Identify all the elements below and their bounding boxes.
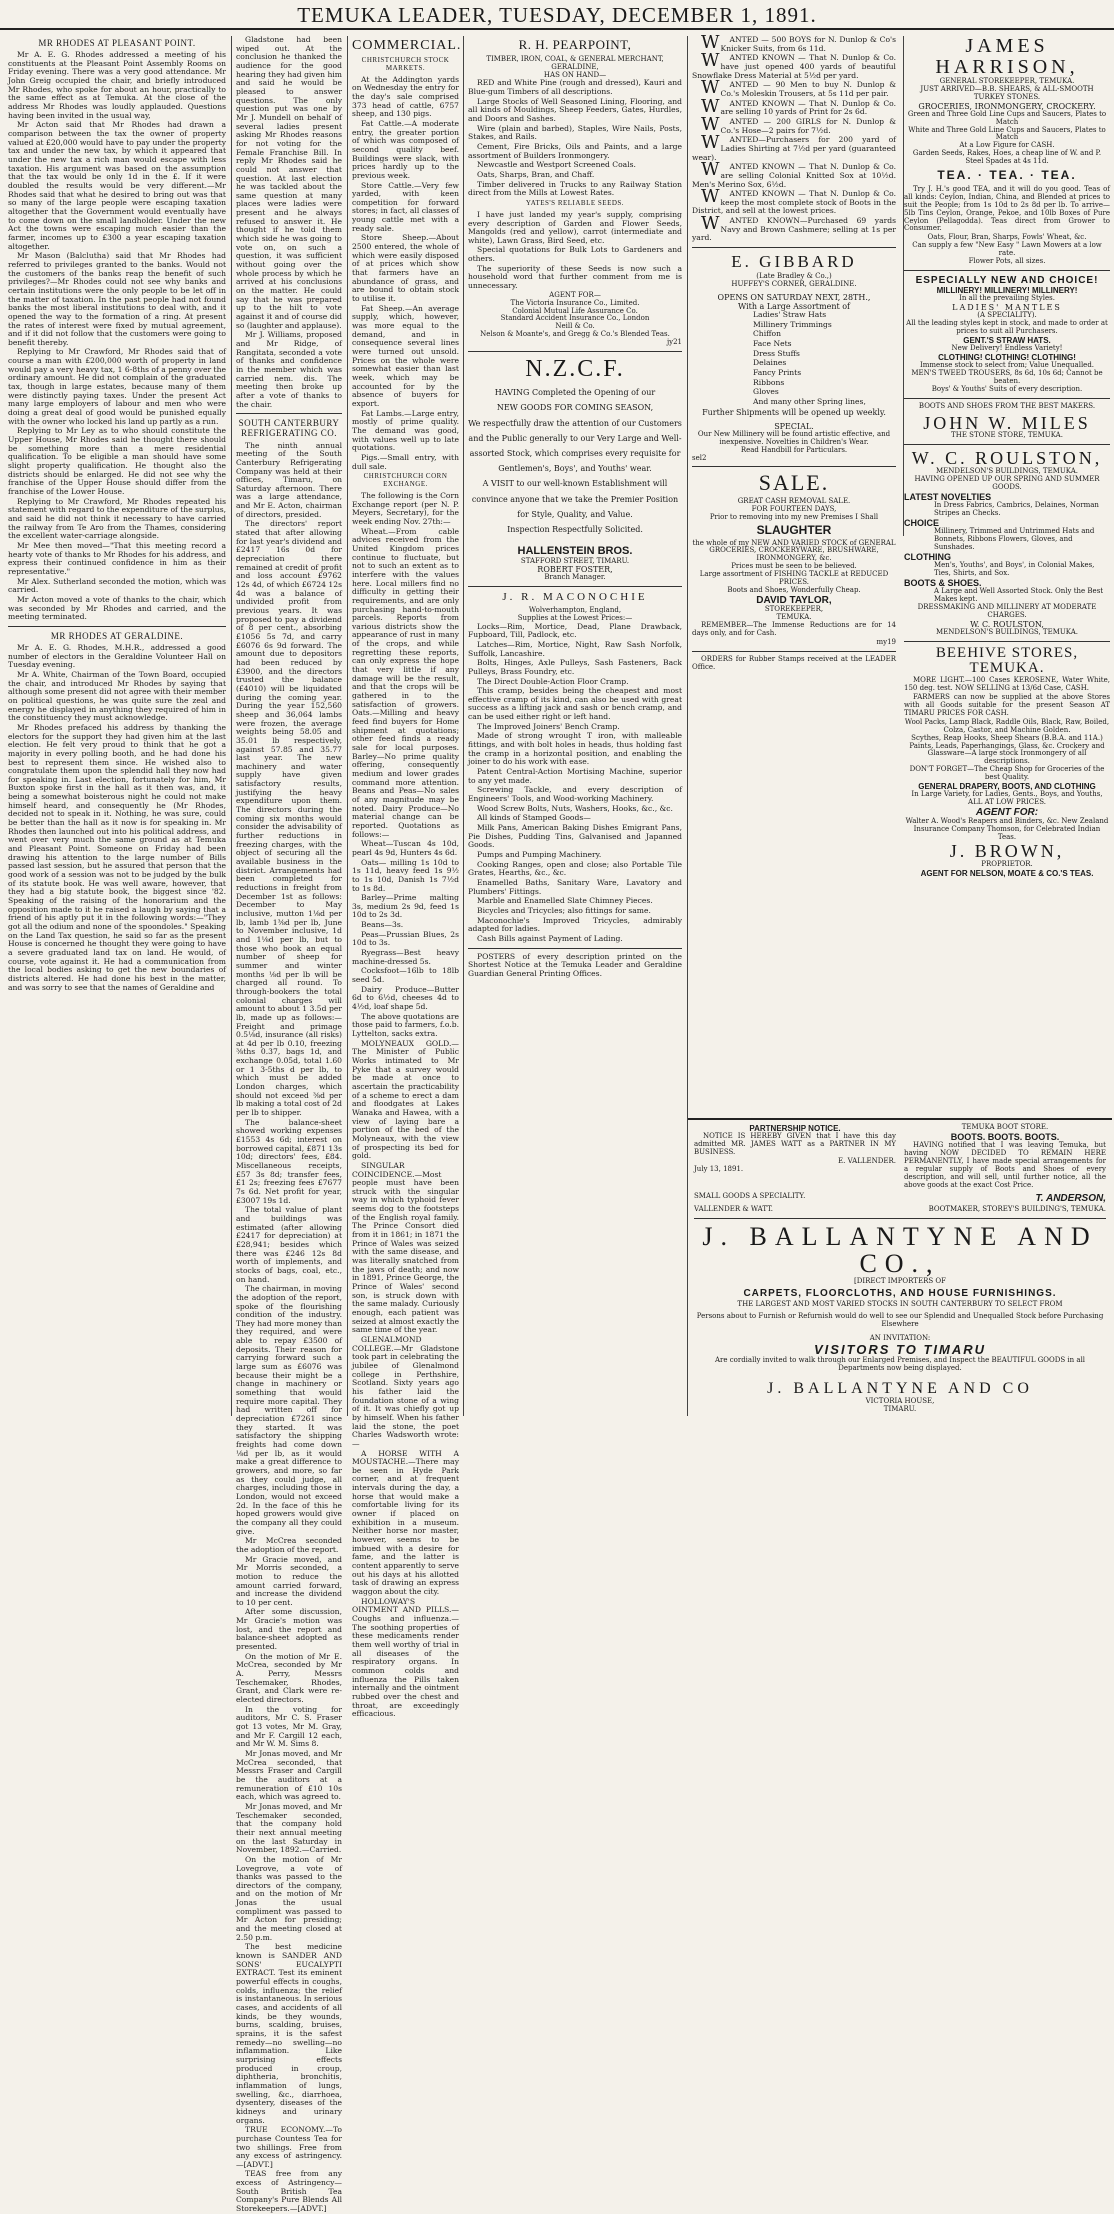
divider: [692, 247, 896, 248]
ad-text: MORE LIGHT.—100 Cases KEROSENE, Water White, 150 deg. test. NOW SELLING at 13/6d Case, CASH.: [904, 676, 1110, 692]
ad-title: R. H. PEARPOINT,: [518, 37, 632, 52]
paragraph: Replying to Mr Crawford, Mr Rhodes repeated his statement with regard to the expenditure of the surplus, and said he did not think it necessary to have carried the railway from Te Aro from the Thames, considering the excellent water-carriage alongside.: [8, 496, 227, 541]
ad-text: Oats, Flour, Bran, Sharps, Fowls' Wheat, &c.: [927, 233, 1087, 242]
ad-text: TIMARU.: [883, 1404, 917, 1413]
ad-line: The Improved Joiners' Bench Cramp.: [477, 721, 620, 731]
ad-line: Special quotations for Bulk Lots to Gardeners and others.: [468, 245, 682, 264]
ad-line: Large Stocks of Well Seasoned Lining, Flooring, and all kinds of Mouldings, Sheep Feeders, Gates, Hurdles, and Doors and Sashes.: [468, 96, 682, 124]
ad-date: July 13, 1891.: [694, 1164, 744, 1173]
ad-line: Wire (plain and barbed), Staples, Wire Nails, Posts, Stakes, and Rails.: [468, 123, 682, 142]
ad-signature: W. C. ROULSTON,: [970, 619, 1044, 629]
ad-text: In Dress Fabrics, Cambrics, Delaines, Norman Stripes an Checks.: [934, 501, 1099, 518]
paragraph: Mr Jonas moved, and Mr McCrea seconded, that Messrs Fraser and Cargill be the auditors at a remuneration of £10 10s each, which was agreed to.: [236, 1748, 342, 1802]
ad-text: Walter A. Wood's Reapers and Binders, &c. New Zealand Insurance Company Thomson, for Celebrated Indian Teas.: [905, 817, 1109, 842]
ad-line: This cramp, besides being the cheapest and most effective cramp of its kind, can also be used with great success as a lifting jack and sash or bench cramp, and can be used either right or left hand.: [468, 686, 682, 722]
ad-line: Paints, Leads, Paperhangings, Glass, &c. Crockery and Glassware—A large stock Ironmongery of all descriptions.: [909, 741, 1105, 766]
article-body: [8, 51, 226, 622]
wanted-ad: WANTED KNOWN — That N. Dunlop & Co. are selling Colonial Knitted Sox at 10½d. Men's Merino Sox, 6½d.: [692, 159, 896, 189]
ad-line: Colonial Mutual Life Assurance Co.: [512, 306, 638, 315]
ad-line: All kinds of Stamped Goods—: [477, 813, 591, 823]
ad-line: NEW GOODS FOR COMING SEASON,: [496, 403, 654, 413]
ad-text: Boys' & Youths' Suits of every description.: [931, 384, 1083, 393]
ad-title: J. R. MACONOCHIE: [502, 591, 648, 604]
wanted-ad: WANTED—Purchasers for 200 yard of Ladies Shirting at 7½d per yard (guaranteed wear).: [692, 132, 896, 162]
ad-line: The superiority of these Seeds is now such a household word that further comment from me is unnecessary.: [468, 263, 682, 291]
wanted-ad: WANTED KNOWN — That N. Dunlop & Co. keep the most complete stock of Boots in the District, and sell at the lowest prices.: [692, 186, 896, 216]
paragraph: Mr Jonas moved, and Mr Teschemaker seconded, that the company hold their next annual meeting on the last Saturday in November, 1892.—Carried.: [236, 1801, 342, 1855]
ad-title: J. BALLANTYNE AND CO: [767, 1380, 1033, 1397]
paragraph: The balance-sheet showed working expenses £1553 4s 6d; interest on borrowed capital, £871 13s 10d; directors' fees, £84. Miscellaneous receipts, £57 3s 8d; transfer fees, £1 2s; freezing fees £7677 7s 6d. Net profit for year, £3007 19s 1d.: [236, 1117, 342, 1205]
paragraph: Mr A. White, Chairman of the Town Board, occupied the chair, and introduced Mr Rhodes by saying that although some present did not agree with their member on political questions, he was quite sure the zeal and energy he displayed in anything they required of him in the constituency they must acknowledge.: [8, 669, 226, 723]
ad-text: OPENS ON SATURDAY NEXT, 28TH.,: [717, 293, 871, 303]
ad-subheading: LADIES' MANTLES: [952, 303, 1062, 313]
ad-line: FOR FOURTEEN DAYS,: [751, 505, 837, 514]
ad-text: In Large Variety, for Ladies, Gents., Boys, and Youths, ALL AT LOW PRICES.: [911, 790, 1103, 807]
divider: [692, 466, 896, 467]
paragraph: The best medicine known is SANDER AND SONS' EUCALYPTI EXTRACT. Test its eminent powerful effects in coughs, colds, influenza; the relief is instantaneous. In serious cases, and accidents of all kinds, be they wounds, burns, scalding, bruises, sprains, it is the safest remedy—no swelling—no inflammation. Like surprising effects produced in croup, diphtheria, bronchitis, inflammation of lungs, swelling, &c., diarrhoea, dysentery, diseases of the kidneys and urinary organs.: [236, 1942, 342, 2125]
paragraph: Fat Lambs.—Large entry, mostly of prime quality. The demand was good, with values well up to late quotations.: [352, 408, 459, 453]
ad-text: MENDELSON'S BUILDINGS, TEMUKA.: [936, 627, 1078, 636]
ad-text: HAS ON HAND—: [543, 70, 607, 79]
ad-title: JAMES HARRISON,: [935, 35, 1079, 78]
ad-text: GREAT CASH REMOVAL SALE.: [737, 497, 851, 506]
ad-text: Men's, Youths', and Boys', in Colonial Makes, Ties, Shirts, and Sox.: [934, 560, 1095, 577]
paragraph: After some discussion, Mr Gracie's motion was lost, and the report and balance-sheet adopted as presented.: [236, 1607, 342, 1652]
paragraph: SINGULAR COINCIDENCE.—Most people must have been struck with the singular way in which typhoid fever seems dog to the footsteps of the English royal family. The Prince Consort died from it in 1861; in 1871 the Prince of Wales was seized with the same disease, and was literally snatched from the jaws of death; and now in 1891, Prince George, the Prince of Wales' second son, is struck down with the same malady. Curiously enough, each patient was seized at almost exactly the same time of the year.: [352, 1160, 459, 1335]
paragraph: Mr Rhodes prefaced his address by thanking the electors for the support they had given him at the last election. He felt very proud to think that he got a majority in every polling booth, and he had done his best to represent them since. He wished also to congratulate them upon the splendid hall they now had for speaking in. Last election, fortunately for him, Mr Buxton spoke first in the hall as it then was, and, it being a somewhat boisterous night he could not make himself heard, and consequently he (Mr Rhodes, decided not to speak in it. Nothing, he was sure, could be better than the hall as it now is for speaking in. Mr Rhodes then launched out into his political address, and went over very much the same ground as at Temuka and Pleasant Point. Someone on Friday had been drawing his attention to the large number of Bills passed last session, but he assured that person that the good work of a session was not to be judged by the bulk of its statute book. He was well aware, however, that they had a big statute book, the biggest since '82. Speaking of the raising of the honorarium and the opposition made to it he raised a laugh by saying that a friend of his aptly put it in the following words:—"They got all the odium and none of the spoondoles." Speaking on the Land Tax question, he said so far as the present House is concerned he thought they were going to have a severe graduated land tax on land. He would, of course, vote against it. He had a communication from the local bodies asking to get the new boundaries of districts altered. He had done his best in the matter, and was sorry to see that the names of Geraldine and: [8, 722, 226, 992]
ad-tag: BOOTS & SHOES.: [904, 577, 982, 588]
article-body: [236, 36, 342, 409]
paragraph: Mr Mason (Balclutha) said that Mr Rhodes had referred to privileges granted to the banks. Would not the customers of the banks reap the benefit of such privileges?—Mr Rhodes could not see why banks and certain institutions were the only people to be let off in the matter of taxation. In the past people had not found banks the most liberal institutions to deal with, and it opened the way to the formation of a ring. At present the rates of interest were fixed by mutual agreement, and if it did not follow that the customers were going to benefit thereby.: [8, 251, 226, 347]
boot-store-notice: [904, 1124, 1106, 1191]
ad-lines: [468, 211, 682, 291]
ad-text: STAFFORD STREET, TIMARU.: [520, 556, 630, 565]
ad-text: VICTORIA HOUSE,: [865, 1396, 935, 1405]
ad-text: MEN'S TWEED TROUSERS, 8s 6d, 10s 6d; Cannot be beaten.: [911, 368, 1103, 385]
ad-lines: [904, 719, 1110, 766]
ad-line: Wood Screw Bolts, Nuts, Washers, Hooks, &c., &c.: [477, 803, 673, 813]
paragraph: HOLLOWAY'S OINTMENT AND PILLS.—Coughs and influenza.—The soothing properties of these medicaments render them well worthy of trial in all diseases of the respiratory organs. In common colds and influenza the Pills taken internally and the ointment rubbed over the chest and throat, are exceedingly efficacious.: [352, 1596, 459, 1719]
ad-headline: SLAUGHTER: [756, 523, 832, 537]
article-heading: SOUTH CANTERBURY REFRIGERATING CO.: [238, 418, 340, 439]
paragraph: Pigs.—Small entry, with dull sale.: [352, 452, 459, 471]
ad-text: In all the prevailing Styles.: [959, 294, 1055, 303]
wanted-ad: WANTED KNOWN — That N. Dunlop & Co. have just opened 400 yards of beautiful Snowflake Dress Material at 5½d per yard.: [692, 50, 896, 80]
ad-line: HAVING Completed the Opening of our: [494, 388, 656, 398]
ad-text: Flower Pots, all sizes.: [968, 257, 1046, 266]
ad-line: I have just landed my year's supply, comprising every description of Garden and Flower Seeds, Mangolds (red and yellow), carrot (intermediate and white), Lawn Grass, Bird Seed, etc.: [468, 209, 682, 245]
ad-subtitle: TIMBER, IRON, COAL, & GENERAL MERCHANT, GERALDINE,: [486, 54, 664, 71]
ad-line: Bolts, Hinges, Axle Pulleys, Sash Fasteners, Back Pulleys, Brass Foundry, etc.: [468, 658, 682, 676]
paragraph: Gladstone had been wiped out. At the conclusion he thanked the audience for the good hearing they had given him and said he would be pleased to answer questions. The only question put was one by Mr J. Mundell on behalf of several ladies present asking Mr Rhodes reasons for not voting for the Female Franchise Bill. In reply Mr Rhodes said he could not answer that question. At last election he was tackled about the same question at many places were ladies were present and he always refused to answer it. He thought if he told them which side he was going to vote on, on such a question, it was sufficient without going over the whole process by which he arrived at his conclusions on the matter. He could say that he was prepared up to the hilt to vote against it and of course did so (laughter and applause).: [236, 35, 342, 330]
ad-text: Prices must be seen to be believed.: [731, 562, 857, 571]
ad-firm: T. ANDERSON,: [1035, 1192, 1106, 1204]
ad-signature: E. VALLENDER.: [838, 1156, 896, 1165]
ad-text: PROPRIETOR.: [981, 859, 1033, 868]
ad-title: E. GIBBARD: [731, 252, 857, 272]
ad-lines: [732, 311, 896, 407]
ad-text: NOTICE IS HEREBY GIVEN that I have this day admitted MR. JAMES WATT as a PARTNER IN MY BUSINESS.: [694, 1132, 896, 1156]
ad-line: Maconochie's Improved Tricycles, admirably adapted for ladies.: [468, 915, 682, 934]
list-item: Chiffon: [753, 329, 781, 339]
paragraph: Fat Cattle.—A moderate entry, the greater portion of which was composed of second quality beef. Buildings were slack, with prices hardly up to the previous week.: [352, 118, 459, 180]
ad-text: AN INVITATION:: [869, 1333, 931, 1342]
ad-text: With a Large Assortment of: [737, 302, 851, 312]
wanted-ad: WANTED KNOWN — That N. Dunlop & Co. are selling 10 yards of Print for 2s 6d.: [701, 95, 896, 117]
ad-line: Made of strong wrought T iron, with malleable fittings, and with bolt holes in heads, thus holding fast the cramp in a horizontal position, and enabling the joiner to do his work with ease.: [468, 731, 682, 767]
ad-tag: CLOTHING: [904, 551, 951, 562]
ad-line: Milk Pans, American Baking Dishes Emigrant Pans, Pie Dishes, Pudding Tins, Galvanised and Japanned Goods.: [468, 823, 682, 850]
ad-text: Our New Millinery will be found artistic effective, and inexpensive. Novelties in Children's Wear.: [697, 429, 891, 446]
list-item: Ladies' Straw Hats: [753, 310, 827, 320]
section-heading: COMMERCIAL.: [352, 38, 462, 53]
partnership-notice: [694, 1124, 896, 1191]
notice-row: [694, 1124, 1106, 1191]
ad-signature: VALLENDER & WATT.: [694, 1205, 774, 1214]
ad-tag: CHOICE: [904, 517, 940, 528]
paragraph: Mr A. E. G. Rhodes, M.H.R., addressed a good number of electors in the Geraldine Volunteer Hall on Tuesday evening.: [8, 642, 226, 670]
ad-text: ORDERS for Rubber Stamps received at the LEADER Office.: [692, 654, 896, 671]
article-body: [352, 492, 459, 1719]
ad-line: Enamelled Baths, Sanitary Ware, Lavatory and Plumbers' Fittings.: [468, 877, 682, 896]
paragraph: Peas—Prussian Blues, 2s 10d to 3s.: [352, 929, 459, 948]
paragraph: Wheat.—From cable advices received from the United Kingdom prices continue to fluctuate, but not to such an extent as to interfere with the values here. Local millers find no difficulty in getting their requirements, and are only purchasing hand-to-mouth parcels. Reports from various districts show the appearance of rust in many of the crops, and while regretting these reports, can only express the hope that very little if any damage will be the result, and that the crops will be gathered in to the satisfaction of growers. Oats.—Milling and heavy feed find buyers for Home shipment at quotations; other feed finds a ready sale for local purposes. Barley—No prime quality offering, consequently medium and lower grades command more attention. Beans and Peas—No sales of any magnitude may be noted. Dairy Produce—No material change can be reported. Quotations as follows:—: [352, 526, 459, 839]
list-item: Millinery Trimmings: [753, 319, 832, 329]
ad-text: New Delivery! Endless Variety!: [951, 344, 1063, 353]
ad-text: Supplies at the Lowest Prices:—: [517, 613, 633, 622]
list-item: Delaines: [753, 358, 787, 368]
ad-text: AGENT FOR—: [549, 290, 601, 299]
wanted-ads: [692, 32, 896, 243]
paragraph: The above quotations are those paid to farmers, f.o.b. Lyttelton, sacks extra.: [352, 1011, 459, 1038]
ad-text: Further Shipments will be opened up weekly.: [702, 407, 886, 417]
ad-line: Cooking Ranges, open and close; also Portable Tile Grates, Hearths, &c., &c.: [468, 859, 682, 878]
ad-lines: [468, 79, 682, 198]
ad-text: Branch Manager.: [544, 573, 606, 582]
ad-line: At a Low Figure for CASH.: [959, 141, 1055, 150]
column-1: [4, 36, 230, 1416]
right-column: [904, 36, 1110, 1116]
ad-text: HAVING OPENED UP OUR SPRING AND SUMMER GOODS.: [914, 475, 1100, 492]
paragraph: Mr Alex. Sutherland seconded the motion, which was carried.: [8, 576, 226, 595]
paragraph: Beans—3s.: [361, 920, 404, 930]
ad-text: TEMUKA.: [776, 613, 812, 622]
list-item: Face Nets: [753, 339, 792, 349]
ad-line: Latches—Rim, Mortice, Night, Raw Sash Norfolk, Suffolk, Lancashire.: [468, 639, 682, 658]
ad-text: REMEMBER—The Immense Reductions are for 14 days only, and for Cash.: [692, 621, 896, 637]
wanted-ad: WANTED — 500 BOYS for N. Dunlop & Co's Knicker Suits, from 6s 11d.: [701, 32, 896, 53]
ad-subheading: CLOTHING! CLOTHING! CLOTHING!: [938, 353, 1076, 362]
ad-line: Neill & Co.: [555, 322, 595, 331]
paragraph: Mr Acton said that Mr Rhodes had drawn a comparison between the tax the owner of property valued at £20,000 would have to pay under the property tax and under the new tax, by which it appeared that under the new tax a rich man would escape with less taxation. His argument was based on the assumption that the tax would be only 1d in the £. If it were doubled the results would be very different.—Mr Rhodes said that what he desired to bring out was that so many of the large people were escaping taxation altogether that the Government would eventually have to come down on the small landholder. Under the new Act the towns were escaping much easier than the farmer, incomes up to £300 a year escaping taxation altogether.: [8, 120, 226, 251]
ad-line: Cement, Fire Bricks, Oils and Paints, and a large assortment of Builders Ironmongery.: [468, 142, 682, 160]
divider: [904, 270, 1110, 271]
ad-text: Can supply a few "New Easy " Lawn Mowers at a low rate.: [912, 241, 1102, 258]
ad-code: my19: [876, 637, 896, 646]
subheading: CHRISTCHURCH CORN EXCHANGE.: [363, 472, 448, 489]
ad-text: MENDELSON'S BUILDINGS, TEMUKA.: [936, 467, 1078, 476]
ad-line: Timber delivered in Trucks to any Railway Station direct from the Mills at Lowest Rates.: [468, 179, 682, 198]
ad-line: Bicycles and Tricycles; also fittings for same.: [477, 905, 651, 915]
ballantyne-ad: [688, 1118, 1112, 1418]
divider: [468, 948, 682, 949]
ad-text: GENERAL STOREKEEPER, TEMUKA.: [939, 77, 1075, 85]
ad-text: (A SPECIALITY).: [977, 311, 1037, 320]
ad-text: DON'T FORGET—The Cheap Shop for Groceries of the best Quality.: [909, 765, 1105, 782]
divider: [904, 444, 1110, 445]
ad-subheading: TEMUKA BOOT STORE.: [961, 1123, 1049, 1131]
column-2b: [348, 36, 463, 1719]
ad-subheading: GENERAL DRAPERY, BOOTS, AND CLOTHING: [918, 782, 1096, 792]
paragraph: In the voting for auditors, Mr C. S. Fraser got 13 votes, Mr M. Gray, and Mr F. Cargill 12 each, and Mr W. M. Sims 8.: [236, 1704, 342, 1749]
ad-text: JUST ARRIVED—B.B. SHEARS, & ALL-SMOOTH TURKEY STONES.: [920, 84, 1094, 101]
paragraph: On the motion of Mr E. McCrea, seconded by Mr A. Perry, Messrs Teschemaker, Rhodes, Grant, and Clark were re-elected directors.: [236, 1651, 342, 1705]
notice-footer: [694, 1193, 1106, 1204]
paragraph: Fat Sheep.—An average supply, which, however, was more equal to the demand, and in consequence several lines were turned out unsold. Prices on the whole were somewhat easier than last week, which may be accounted for by the absence of buyers for export.: [352, 303, 459, 408]
ad-lines: [904, 492, 1110, 604]
paragraph: The chairman, in moving the adoption of the report, spoke of the flourishing condition of the industry. They had more money than they required, and were able to repay £3500 of deposits. Their reason for carrying forward such a large sum as £6076 was because their might be a change in machinery or something that would require more capital. They had written off for depreciation £7261 since they started. It was satisfactory the shipping freights had come down ⅛d per lb, as it would make a great difference to growers, and more, so far as they could judge, all charges, including those in London, would not exceed 2d. In the face of this he hoped growers would give the company all they could give.: [236, 1284, 342, 1536]
paragraph: Mr A. E. G. Rhodes addressed a meeting of his constituents at the Pleasant Point Assembly Rooms on Friday evening. There was a very good attendance. Mr John Greig occupied the chair, and briefly introduced Mr Rhodes, who spoke for about an hour, practically to the same effect as at Temuka. At the close of the address Mr Rhodes was loudly applauded. Questions having been invited in the usual way,: [8, 50, 226, 120]
ad-subheading: MILLINERY! MILLINERY! MILLINERY!: [936, 286, 1078, 296]
paragraph: Oats— milling 1s 10d to 1s 11d, heavy feed 1s 9½ to 1s 10d, Danish 1s 7½d to 1s 8d.: [352, 857, 459, 893]
ad-text: (Late Bradley & Co.,): [756, 272, 832, 281]
ad-line: A VISIT to our well-known Establishment will convince anyone that we take the Premier Position for Style, Quality, and Value.: [471, 479, 679, 519]
ad-text: Large assortment of FISHING TACKLE at REDUCED PRICES.: [699, 570, 889, 587]
paragraph: Wheat—Tuscan 4s 10d, pearl 4s 9d, Hunters 4s 6d.: [352, 839, 459, 857]
paragraph: TRUE ECONOMY.—To purchase Countess Tea for two shillings. Free from any excess of astringency.—[ADVT.]: [236, 2125, 342, 2169]
paragraph: Cocksfoot—16lb to 18lb seed 5d.: [352, 966, 459, 985]
ad-text: THE STONE STORE, TEMUKA.: [951, 431, 1063, 440]
masthead: TEMUKA LEADER, TUESDAY, DECEMBER 1, 1891.: [0, 4, 1114, 30]
ad-line: The Direct Double-Action Floor Cramp.: [477, 676, 629, 686]
divider: [8, 626, 226, 627]
column-3: [464, 36, 686, 1416]
paragraph: Mr Acton moved a vote of thanks to the chair, which was seconded by Mr Rhodes and carried, and the meeting terminated.: [8, 594, 226, 622]
ad-text: Wolverhampton, England,: [528, 605, 622, 614]
ad-line: Green and Three Gold Line Cups and Saucers, Plates to Match: [907, 109, 1107, 126]
paragraph: Mr J. Williams, proposed and Mr Ridge, of Rangitata, seconded a vote of thanks and confidence in the member which was carried nem. dis. The meeting then broke up after a vote of thanks to the chair.: [236, 330, 342, 409]
ad-line: Screwing Tackle, and every description of Engineers' Tools, and Wood-working Machinery.: [468, 785, 682, 804]
list-item: Fancy Prints: [753, 368, 802, 378]
ad-headline: BOOTS. BOOTS. BOOTS.: [950, 1131, 1060, 1142]
ad-line: Patent Central-Action Mortising Machine, superior to any yet made.: [468, 767, 682, 785]
paragraph: Store Sheep.—About 2500 entered, the whole of which were easily disposed of at prices which show that farmers have an abundance of grass, and are bound to obtain stock to utilise it.: [352, 233, 459, 304]
ad-text: Persons about to Furnish or Refurnish would do well to see our Splendid and Unequalled Stock before Purchasing Elsewhere: [696, 1311, 1104, 1328]
ad-text: BOOTMAKER, STOREY'S BUILDING'S, TEMUKA.: [928, 1205, 1106, 1214]
ad-line: Wool Packs, Lamp Black, Raddle Oils, Black, Raw, Boiled, Colza, Castor, and Machine Golden.: [904, 717, 1110, 734]
ad-text: STOREKEEPER,: [764, 605, 824, 614]
ad-row: [904, 518, 1110, 552]
divider: [468, 586, 682, 587]
paragraph: The ninth annual meeting of the South Canterbury Refrigerating Company was held at their offices, Timaru, on Saturday afternoon. There was a large attendance, and Mr E. Acton, chairman of directors, presided.: [236, 440, 342, 519]
ad-text: POSTERS of every description printed on the Shortest Notice at the Temuka Leader and Geraldine Guardian General Printing Offices.: [468, 951, 682, 978]
ad-row: [904, 578, 1110, 604]
paragraph: MOLYNEAUX GOLD.—The Minister of Public Works intimated to Mr Pyke that a survey would be made at once to ascertain the practicability of a scheme to erect a dam and floodgates at Lakes Wanaka and Hawea, with a view of laying bare a portion of the bed of the Molyneaux, with the view of prospecting its bed for gold.: [352, 1038, 459, 1161]
ad-text: SMALL GOODS A SPECIALITY.: [694, 1191, 806, 1200]
column-2a: [232, 35, 346, 2214]
ad-headline: TEA. · TEA. · TEA.: [937, 168, 1077, 183]
divider: [904, 398, 1110, 399]
ad-line: Locks—Rim, Mortice, Dead, Plane Drawback, Fupboard, Till, Padlock, etc.: [468, 621, 682, 640]
ad-line: Marble and Enamelled Slate Chimney Pieces.: [477, 896, 653, 906]
ad-headline: ESPECIALLY NEW AND CHOICE!: [915, 275, 1099, 287]
ad-text: Try J. H.'s good TEA, and it will do you good. Teas of all kinds: Ceylon, Indian, China, and Blended at prices to suit the People; from 1s 10d to 2s 8d per lb. To arrive—5lb Tins Ceylon, Orange, Pekoe, and 10lb Boxes of Pure Ceylon (Pellagodda). Teas direct from Grower to Consumer.: [904, 184, 1110, 233]
paragraph: Store Cattle.—Very few yarded, with keen competition for forward stores; in fact, all classes of young cattle met with a ready sale.: [352, 180, 459, 233]
ad-text: HAVING notified that I was leaving Temuka, but having NOW DECIDED TO REMAIN HERE PERMANENTLY, I have made special arrangements for a regular supply of Boots and Shoes of every description, and will sell, until further notice, all the above goods at the exact Cost Price.: [904, 1141, 1106, 1189]
ad-line: Garden Seeds, Rakes, Hoes, a cheap line of W. and P. Steel Spades at 4s 11d.: [912, 149, 1102, 166]
ad-firm: HALLENSTEIN BROS.: [517, 545, 633, 558]
ad-line: Nelson & Moante's, and Gregg & Co.'s Blended Teas.: [480, 330, 670, 339]
ad-title: N.Z.C.F.: [525, 356, 625, 383]
ad-firm: DAVID TAYLOR,: [756, 594, 832, 606]
ad-line: RED and White Pine (rough and dressed), Kauri and Blue-gum Timbers of all descriptions.: [468, 78, 682, 97]
paragraph: A HORSE WITH A MOUSTACHE.—There may be seen in Hyde Park corner, and at frequent intervals during the day, a horse that would make a comfortable living for its owner if placed on exhibition in a museum. Neither horse nor master, however, seems to be imbued with a desire for fame, and the latter is content apparently to serve out his days at his allotted task of drawing an express waggon about the city.: [352, 1448, 459, 1596]
paragraph: The directors' report stated that after allowing for last year's dividend and £2417 16s 0d for depreciation there remained at credit of profit and loss account £9762 12s 4d, of which £6724 12s 4d was a balance of undivided profit from previous years. It was proposed to pay a dividend of 8 per cent., absorbing £1056 5s 7d, and carry £6076 6s 9d forward. The amount due to depositors had been reduced by £3900, and the directors trusted the balance (£4010) will be liquidated during the coming year. During the year 152,560 sheep and 36,064 lambs were frozen, the average weights being 58.05 and 35.01 lb respectively, against 57.85 and 35.77 last year. The new machinery and water supply have given satisfactory results, justifying the heavy expenditure upon them. The directors during the coming six months would consider the advisability of further reductions in freezing charges, with the object of securing all the available business in the district. Arrangements had been completed for reductions in freight from December 1st as follows: December to May inclusive, mutton 1⅛d per lb, lamb 1⅜d per lb, June to November inclusive, 1d and 1⅛d per lb, but to those who book an equal number of sheep for summer and winter months ⅛d per lb will be charged all round. To through-bookers the total colonial charges will amount to about 1 3.5d per lb, made up as follows:—Freight and primage 0.5⅛d, insurance (all risks) at 4d per lb 0.10, freezing ⅜ths 0.37, bags 1d, and exchange 0.05d, total 1.60 or 1 3-5ths d per lb, to which must be added London charges, which should not exceed ⅜d per lb making a total cost of 2d per lb to shipper.: [236, 519, 342, 1118]
ad-line: Scythes, Reap Hooks, Sheep Shears (B.B.A. and 11A.): [911, 733, 1103, 742]
ad-text: A Large and Well Assorted Stock. Only the Best Makes kept.: [934, 586, 1104, 603]
paragraph: The following is the Corn Exchange report (per N. P. Meyers, Secretary), for the week ending Nov. 27th:—: [352, 490, 459, 526]
ad-tag: LATEST NOVELTIES: [904, 491, 992, 502]
ad-title: J. BALLANTYNE AND CO.,: [702, 1222, 1098, 1279]
notice-footer: [694, 1206, 1106, 1214]
ad-line: Oats, Sharps, Bran, and Chaff.: [477, 169, 595, 179]
list-item: And many other Spring lines,: [753, 397, 866, 407]
ad-text: All the leading styles kept in stock, and made to order at prices to suit all Purchasers.: [906, 319, 1108, 336]
ad-text: Boots and Shoes, Wonderfully Cheap.: [727, 585, 861, 594]
ad-subheading: AGENT FOR NELSON, MOATE & CO.'S TEAS.: [920, 868, 1094, 878]
ad-text: Are cordially invited to walk through our Enlarged Premises, and Inspect the BEAUTIFUL GOODS in all Departments now being displayed.: [714, 1356, 1086, 1373]
ad-line: Inspection Respectfully Solicited.: [507, 524, 643, 534]
ad-row: [904, 492, 1110, 518]
list-item: Gloves: [753, 387, 779, 397]
paragraph: At the Addington yards on Wednesday the entry for the day's sale comprised 373 head of cattle, 6757 sheep, and 130 pigs.: [352, 74, 459, 119]
ad-text: Read Handbill for Particulars.: [740, 445, 848, 454]
ad-lines: [468, 300, 682, 340]
paragraph: Mr McCrea seconded the adoption of the report.: [236, 1536, 342, 1554]
ad-text: Millinery, Trimmed and Untrimmed Hats and Bonnets, Ribbons Flowers, Gloves, and Sunshades.: [934, 527, 1095, 551]
ad-line: We respectfully draw the attention of our Customers and the Public generally to our Very Large and Well-assorted Stock, which comprises every requisite for Gentlemen's, Boys', and Youths' wear.: [468, 418, 682, 474]
ad-subheading: GENT.'S STRAW HATS.: [963, 336, 1051, 346]
list-item: Dress Stuffs: [753, 348, 800, 358]
article-heading: MR RHODES AT PLEASANT POINT.: [38, 38, 196, 48]
ad-row: [904, 552, 1110, 578]
paragraph: Barley—Prime malting 3s, medium 2s 9d, feed 1s 10d to 2s 3d.: [352, 893, 459, 920]
paragraph: On the motion of Mr Lovegrove, a vote of thanks was passed to the directors of the company, and on the motion of Mr Jonas the usual compliment was passed to Mr Acton for presiding; and the meeting closed at 2.50 p.m.: [236, 1854, 342, 1942]
ad-lines: [468, 623, 682, 944]
paragraph: GLENALMOND COLLEGE.—Mr Gladstone took part in celebrating the jubilee of Glenalmond college in Perthshire, Scotland. Sixty years ago his father laid the foundation stone of a wing of it. It was chiefly got up by himself. When his father laid the stone, the poet Charles Wadsworth wrote:—: [352, 1334, 459, 1448]
list-item: Ribbons: [753, 377, 785, 387]
ad-title: J. BROWN,: [949, 840, 1065, 861]
wanted-ad: WANTED — 90 Men to buy N. Dunlop & Co.'s Moleskin Trousers, at 5s 11d per pair.: [701, 77, 896, 99]
wanted-ad: WANTED KNOWN—Purchased 69 yards Navy and Brown Cashmere; selling at 1s per yard.: [692, 213, 896, 243]
paragraph: TEAS free from any excess of Astringency—South British Tea Company's Pure Blends All Storekeepers.—[ADVT.]: [236, 2169, 342, 2214]
ad-subheading: PARTNERSHIP NOTICE.: [749, 1124, 841, 1133]
ad-text: ROBERT FOSTER,: [537, 565, 613, 575]
ad-lines: [692, 506, 896, 522]
ad-subheading: SPECIAL.: [774, 421, 814, 431]
wanted-ad: WANTED — 200 GIRLS for N. Dunlop & Co.'s Hose—2 pairs for 7½d.: [701, 113, 896, 135]
article-body: [236, 442, 342, 2214]
divider: [468, 351, 682, 352]
subheading: CHRISTCHURCH STOCK MARKETS.: [361, 55, 450, 72]
ad-line: Prior to removing into my new Premises I Shall: [709, 513, 879, 522]
article-body: [352, 76, 459, 472]
ad-text: GROCERIES, IRONMONGERY, CROCKERY.: [918, 101, 1096, 111]
ad-code: jy21: [666, 338, 682, 347]
ad-line: Newcastle and Westport Screened Coals.: [477, 160, 636, 170]
ad-headline: CARPETS, FLOORCLOTHS, AND HOUSE FURNISHINGS.: [743, 1287, 1057, 1299]
ad-text: FARMERS can now be supplied at the above Stores with all Goods suitable for the present Season AT TIMARU PRICES FOR CASH.: [904, 692, 1110, 717]
ad-line: The Victoria Insurance Co., Limited.: [510, 298, 640, 307]
ad-lines: [468, 385, 682, 537]
article-body: [8, 644, 226, 992]
ad-text: [DIRECT IMPORTERS OF: [854, 1276, 946, 1285]
ad-text: the whole of my NEW AND VARIED STOCK of GENERAL GROCERIES, CROCKERYWARE, BRUSHWARE, IRONMONGERY, &c.: [692, 538, 896, 563]
paragraph: Dairy Produce—Butter 6d to 6½d, cheeses 4d to 4½d, loaf shape 5d.: [352, 984, 459, 1012]
ad-text: THE LARGEST AND MOST VARIED STOCKS IN SOUTH CANTERBURY TO SELECT FROM: [737, 1299, 1063, 1308]
divider: [904, 641, 1110, 642]
ad-headline: VISITORS TO TIMARU: [813, 1341, 987, 1357]
ad-subheading: YATES'S RELIABLE SEEDS.: [525, 198, 625, 207]
divider: [694, 1218, 1106, 1219]
column-4: [688, 32, 900, 1146]
ad-line: Pumps and Pumping Machinery.: [477, 849, 602, 859]
article-heading: MR RHODES AT GERALDINE.: [50, 630, 184, 641]
ad-text: BOOTS AND SHOES FROM THE BEST MAKERS.: [918, 401, 1096, 410]
paragraph: Replying to Mr Ley as to who should constitute the Upper House, Mr Rhodes said he thought there should be something more than a mere residential qualification. To be eligible a man should have some slight property qualification. He thought also the districts should be enlarged. He did not see why the franchise of the Upper House should differ from the franchise of the Lower House.: [8, 426, 226, 496]
ad-title: JOHN W. MILES: [923, 412, 1091, 433]
ad-line: Standard Accident Insurance Co., London: [500, 314, 650, 323]
paragraph: Mr Mee then moved—"That this meeting record a hearty vote of thanks to Mr Rhodes for his address, and express their continued confidence in him as their representative.": [8, 540, 226, 576]
ad-title: BEEHIVE STORES, TEMUKA.: [935, 644, 1079, 677]
ad-lines: [904, 111, 1110, 166]
ad-title: SALE.: [758, 470, 830, 496]
ad-text: Immense stock to select from; Value Unequalled.: [919, 361, 1095, 370]
ad-title: W. C. ROULSTON,: [911, 448, 1103, 469]
ad-subheading: AGENT FOR:: [975, 806, 1039, 818]
ad-text: HUFFEY'S CORNER, GERALDINE.: [731, 280, 857, 289]
ad-code: sel2: [692, 453, 707, 462]
ad-line: White and Three Gold Line Cups and Saucers, Plates to Match: [908, 125, 1106, 142]
paragraph: Mr Gracie moved, and Mr Morris seconded, a motion to reduce the amount carried forward, and increase the dividend to 10 per cent.: [236, 1554, 342, 1607]
ad-line: Cash Bills against Payment of Lading.: [477, 933, 623, 943]
divider: [692, 651, 896, 652]
ad-text: DRESSMAKING AND MILLINERY AT MODERATE CHARGES.: [917, 602, 1097, 619]
paragraph: Replying to Mr Crawford, Mr Rhodes said that of course a man with £200,000 worth of property in land would pay a very heavy tax, 1 6-8ths of a penny over the ordinary amount. He did not complain of the graduated tax, though in large estates, because many of them were distinctly paying taxes. Under the present Act many large employers of labour and men who were doing a great deal of good would be punished equally with the owner who locked his land up partly as a run.: [8, 347, 226, 426]
paragraph: Ryegrass—Best heavy machine-dressed 5s.: [352, 948, 459, 966]
paragraph: The total value of plant and buildings was estimated (after allowing £2417 for depreciation) at £28,941; besides which there was £246 12s 8d worth of implements, and stocks of bags, coal, etc., on hand.: [236, 1205, 342, 1284]
divider: [236, 413, 342, 414]
